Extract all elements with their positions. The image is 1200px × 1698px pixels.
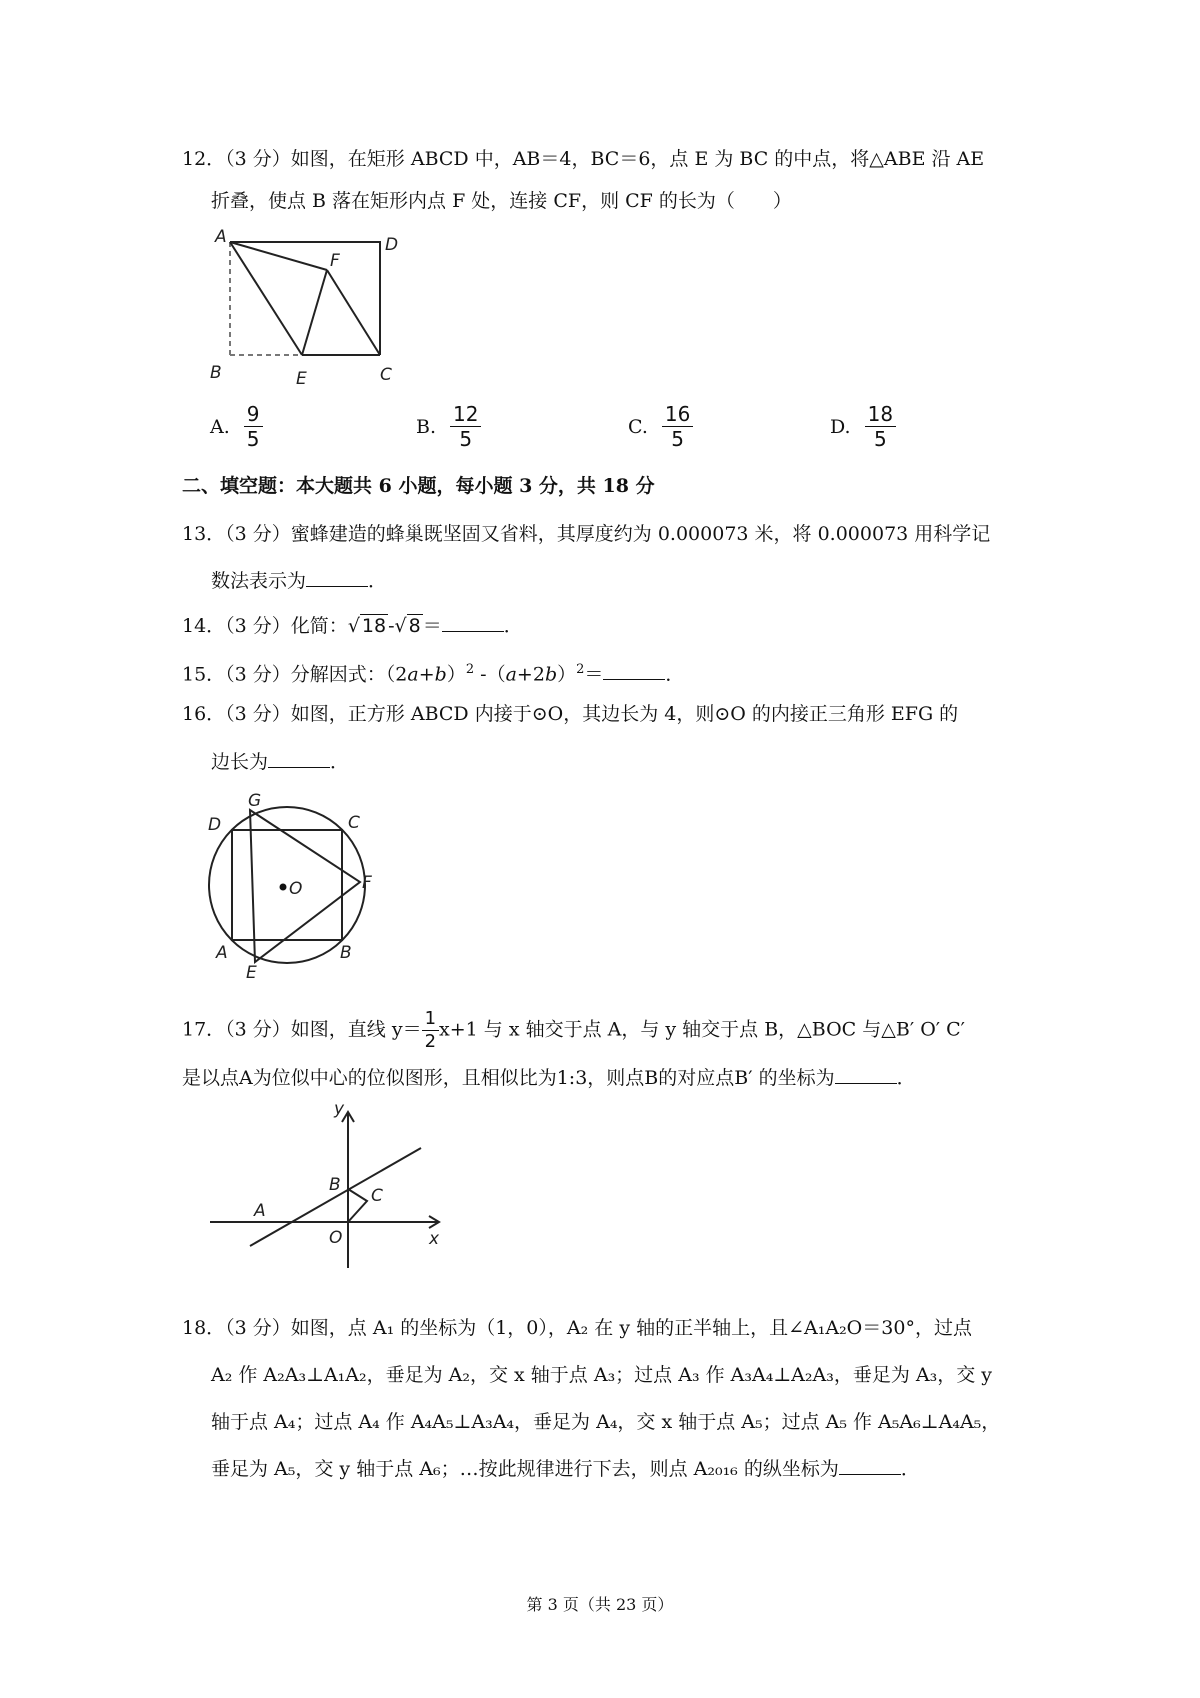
label-F: F (330, 251, 340, 271)
label-B: B (329, 1175, 341, 1195)
label-A: A (254, 1201, 266, 1221)
q17-line1: 17．（3 分）如图，直线 y＝ $\frac{1}{2}$ x+1 与 x 轴交于点 A，与 y 轴交于点 B，△BOC 与△B′ O′ C′ (182, 1008, 965, 1052)
label-A: A (216, 943, 228, 963)
q12-line2: 折叠，使点 B 落在矩形内点 F 处，连接 CF，则 CF 的长为（ ） (211, 190, 792, 212)
q16-line2: 边长为 ． (211, 751, 350, 773)
q18-line1: 18．（3 分）如图，点 A₁ 的坐标为（1，0），A₂ 在 y 轴的正半轴上，且∠A₁A₂O＝30°，过点 (182, 1317, 972, 1339)
page-footer: 第 3 页（共 23 页） (526, 1595, 674, 1614)
label-D: D (385, 235, 399, 255)
label-x: x (429, 1229, 440, 1249)
label-E: E (246, 963, 257, 983)
answer-blank (835, 1065, 897, 1084)
option-c[interactable]: C. $\frac{16}{5}$ (628, 402, 693, 451)
q12-figure (190, 227, 399, 393)
label-O: O (289, 879, 303, 899)
answer-blank (306, 568, 368, 587)
q18-line2: A₂ 作 A₂A₃⊥A₁A₂，垂足为 A₂，交 x 轴于点 A₃；过点 A₃ 作 A₃A₄⊥A₂A₃，垂足为 A₃，交 y (211, 1364, 993, 1386)
q15-line: 15．（3 分）分解因式：$(2a+b)^2$ $-(a+2b)^2=$ ． (182, 662, 685, 686)
q12-line1: 12．（3 分）如图，在矩形 ABCD 中，AB＝4，BC＝6，点 E 为 BC 的中点，将△ABE 沿 AE (182, 148, 985, 170)
answer-blank (839, 1456, 901, 1475)
option-b[interactable]: B. $\frac{12}{5}$ (416, 402, 481, 451)
q18-line4: 垂足为 A₅，交 y 轴于点 A₆；…按此规律进行下去，则点 A₂₀₁₆ 的纵坐标为 ． (211, 1458, 920, 1480)
label-E: E (296, 369, 307, 389)
label-B: B (210, 363, 222, 383)
q18-line3: 轴于点 A₄；过点 A₄ 作 A₄A₅⊥A₃A₄，垂足为 A₄，交 x 轴于点 A₅；过点 A₅ 作 A₅A₆⊥A₄A₅， (211, 1411, 1001, 1433)
label-y: y (334, 1099, 345, 1119)
label-C: C (380, 365, 392, 385)
answer-blank (603, 661, 665, 680)
label-C: C (371, 1186, 383, 1206)
q16-line1: 16．（3 分）如图，正方形 ABCD 内接于⊙O，其边长为 4，则⊙O 的内接正三角形 EFG 的 (182, 703, 959, 725)
label-G: G (248, 791, 262, 811)
option-d[interactable]: D. $\frac{18}{5}$ (830, 402, 896, 451)
label-D: D (208, 815, 222, 835)
label-B: B (340, 943, 352, 963)
section-title: 二、填空题：本大题共 6 小题，每小题 3 分，共 18 分 (182, 475, 655, 497)
q14-line: 14．（3 分）化简：√ 18 -√ 8 ＝ ． (182, 615, 523, 637)
q13-line2: 数法表示为 ． (211, 570, 388, 592)
label-F: F (362, 873, 372, 893)
option-a[interactable]: A. $\frac{9}{5}$ (210, 402, 263, 451)
q16-figure (200, 790, 390, 983)
q17-figure (205, 1100, 450, 1280)
label-A: A (215, 227, 227, 247)
label-O: O (329, 1228, 343, 1248)
q17-line2: 是以点A为位似中心的位似图形，且相似比为1:3，则点B的对应点B′ 的坐标为 ． (182, 1067, 916, 1089)
answer-blank (442, 613, 504, 632)
q13-line1: 13．（3 分）蜜蜂建造的蜂巢既坚固又省料，其厚度约为 0.000073 米，将 0.000073 用科学记 (182, 523, 991, 545)
answer-blank (268, 749, 330, 768)
label-C: C (348, 813, 360, 833)
